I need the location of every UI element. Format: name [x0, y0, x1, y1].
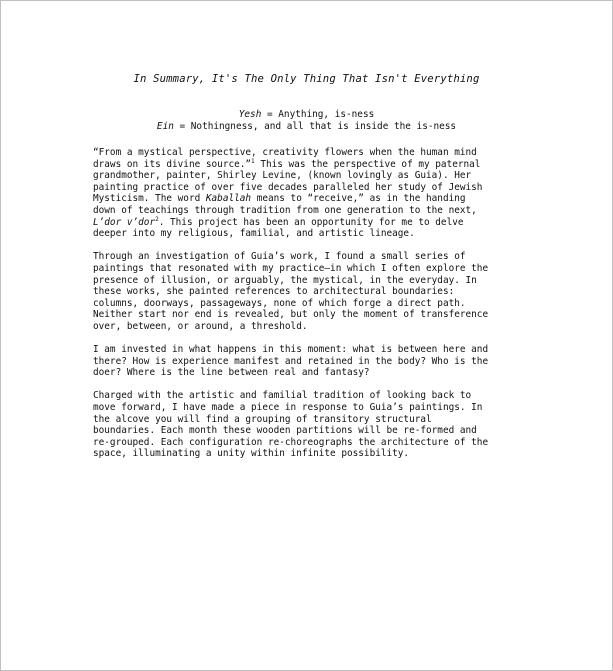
text-segment: “From a mystical perspective, creativity flowers when the human mind [93, 147, 477, 158]
text-segment: presence of illusion, or arguably, the mystical, in the everyday. In [93, 274, 477, 286]
text-segment: space, illuminating a unity within infinite possibility. [93, 448, 410, 460]
text-line [93, 448, 533, 460]
text-line [93, 193, 533, 205]
text-line [93, 309, 533, 321]
paragraph [93, 251, 533, 332]
text-segment: I am invested in what happens in this moment: what is between here and [93, 344, 489, 356]
text-line [93, 367, 533, 379]
footnote-marker: 1 [251, 157, 255, 165]
italic-term: L’dor v’dor [93, 216, 156, 228]
text-segment: This was the perspective of my paternal [254, 158, 481, 170]
definition-yesh [1, 109, 612, 121]
text-segment: paintings that resonated with my practice—in which I often explore the [93, 262, 489, 274]
paragraph [93, 390, 533, 460]
italic-term: Kaballah [205, 193, 252, 205]
text-segment: grandmother, painter, Shirley Levine, (known lovingly as Guia). Her [93, 170, 472, 182]
text-segment: these works, she painted references to architectural boundaries: [93, 286, 455, 298]
text-segment: the alcove you will find a grouping of transitory structural [93, 413, 432, 425]
text-line [93, 217, 533, 229]
text-segment: Through an investigation of Guia’s work, I found a small series of [93, 251, 466, 263]
definitions [1, 109, 612, 133]
text-line [93, 425, 533, 437]
text-line [93, 170, 533, 182]
definition-ein [1, 121, 612, 133]
text-line [93, 356, 533, 368]
definition-meaning: = Anything, is-ness [261, 109, 375, 120]
text-line [93, 182, 533, 194]
text-line [93, 251, 533, 263]
text-line [93, 205, 533, 217]
paragraph [93, 147, 533, 240]
body-text [93, 147, 533, 472]
text-line [93, 437, 533, 449]
text-line [93, 321, 533, 333]
text-segment: . This project has been an opportunity for me to delve [158, 216, 464, 228]
text-segment: deeper into my religious, familial, and artistic lineage. [93, 228, 415, 240]
paragraph [93, 344, 533, 379]
text-segment: painting practice of over five decades paralleled her study of Jewish [93, 181, 483, 193]
text-segment: there? How is experience manifest and retained in the body? Who is the [93, 355, 489, 367]
text-segment: columns, doorways, passageways, none of which forge a direct path. [93, 297, 466, 309]
text-line [93, 298, 533, 310]
text-line [93, 275, 533, 287]
text-line [93, 414, 533, 426]
text-line [93, 159, 533, 171]
text-line [93, 390, 533, 402]
text-line [93, 228, 533, 240]
text-line [93, 263, 533, 275]
text-segment: doer? Where is the line between real and fantasy? [93, 367, 370, 379]
text-segment: Charged with the artistic and familial tradition of looking back to [93, 390, 472, 402]
document-title: In Summary, It's The Only Thing That Isn't Everything [133, 73, 480, 85]
text-segment: re-grouped. Each configuration re-choreographs the architecture of the [93, 436, 489, 448]
text-segment: boundaries. Each month these wooden partitions will be re-formed and [93, 425, 477, 437]
text-segment: move forward, I have made a piece in response to Guia’s paintings. In [93, 402, 483, 414]
text-line [93, 344, 533, 356]
text-line [93, 402, 533, 414]
definition-meaning: = Nothingness, and all that is inside the is-ness [173, 121, 457, 132]
text-line [93, 286, 533, 298]
definition-term: Yesh [238, 109, 262, 120]
text-segment: Mysticism. The word [93, 193, 206, 205]
text-segment: over, between, or around, a threshold. [93, 320, 308, 332]
footnote-marker: 2 [155, 215, 159, 223]
text-segment: draws on its divine source.” [93, 158, 252, 170]
text-segment: Neither start nor end is revealed, but only the moment of transference [93, 309, 489, 321]
definition-term: Ein [156, 121, 174, 132]
text-segment: means to “receive,” as in the handing [251, 193, 466, 205]
text-line [93, 147, 533, 159]
text-segment: down of teachings through tradition from one generation to the next, [93, 204, 477, 216]
